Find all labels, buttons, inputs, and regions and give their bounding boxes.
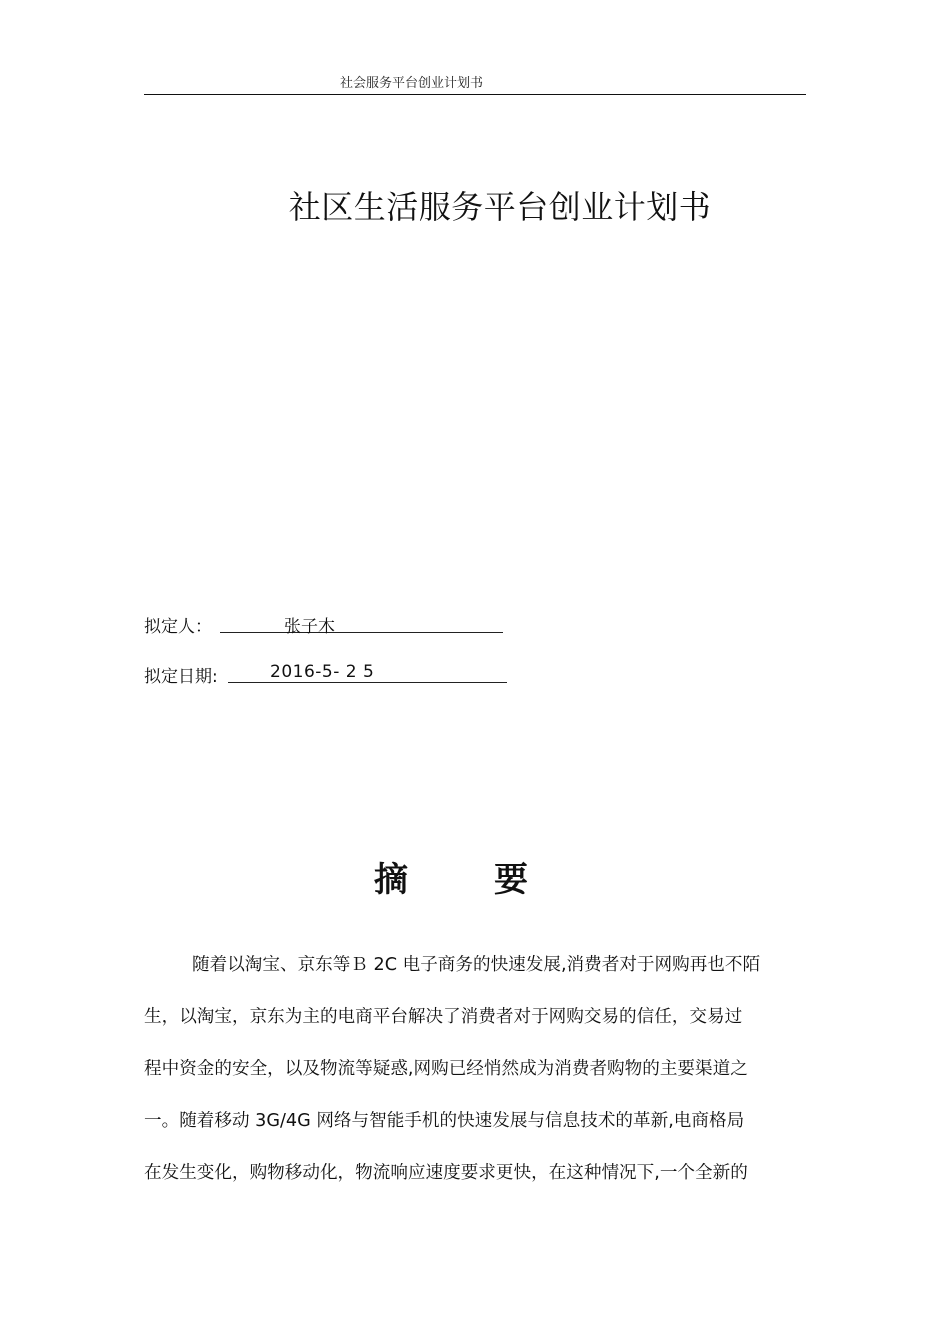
author-label: 拟定人： — [144, 617, 212, 637]
abstract-line: 随着以淘宝、京东等Ｂ 2C 电子商务的快速发展,消费者对于网购再也不陌 — [192, 955, 761, 975]
date-label: 拟定日期: — [144, 667, 218, 687]
date-value: 2016-5- 2 5 — [270, 662, 375, 682]
abstract-line: 一。随着移动 3G/4G 网络与智能手机的快速发展与信息技术的革新,电商格局 — [144, 1111, 745, 1131]
document-title: 社区生活服务平台创业计划书 — [288, 188, 712, 226]
author-underline — [220, 612, 503, 633]
abstract-line: 在发生变化，购物移动化，物流响应速度要求更快，在这种情况下,一个全新的 — [144, 1163, 748, 1183]
abstract-line: 生，以淘宝，京东为主的电商平台解决了消费者对于网购交易的信任，交易过 — [144, 1007, 743, 1027]
running-header — [144, 70, 806, 95]
abstract-line: 程中资金的安全，以及物流等疑惑,网购已经悄然成为消费者购物的主要渠道之 — [144, 1059, 748, 1079]
abstract-heading: 摘要 — [374, 860, 614, 900]
running-header-title: 社会服务平台创业计划书 — [340, 76, 484, 91]
author-value: 张子木 — [284, 617, 335, 637]
